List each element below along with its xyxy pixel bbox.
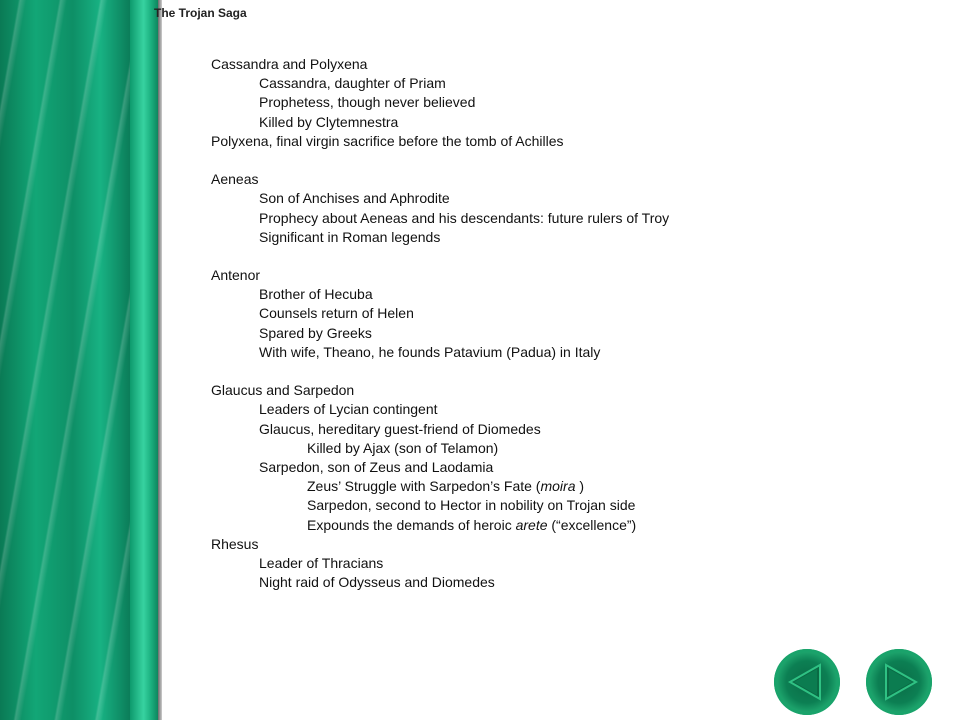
next-button[interactable] xyxy=(866,649,932,715)
outline-item: Leaders of Lycian contingent xyxy=(259,401,438,418)
green-bar xyxy=(130,0,160,720)
outline-heading: Glaucus and Sarpedon xyxy=(211,382,355,399)
outline-item: Significant in Roman legends xyxy=(259,228,441,245)
outline-spacer xyxy=(211,247,931,266)
sidebar-shadow xyxy=(158,0,162,720)
text-run: Zeus’ Struggle with Sarpedon’s Fate ( xyxy=(307,478,541,495)
outline-item: Spared by Greeks xyxy=(259,324,372,341)
italic-term: arete xyxy=(515,516,548,533)
text-run: (“excellence”) xyxy=(547,516,637,533)
outline-spacer xyxy=(211,151,931,170)
outline-item: Leader of Thracians xyxy=(259,554,384,571)
outline-item: Killed by Clytemnestra xyxy=(259,113,399,130)
outline-item: Prophetess, though never believed xyxy=(259,94,476,111)
text-run: ) xyxy=(575,478,585,495)
outline-heading: Rhesus xyxy=(211,535,259,552)
outline-item: Son of Anchises and Aphrodite xyxy=(259,190,450,207)
outline-spacer xyxy=(211,362,931,381)
slide-title: The Trojan Saga xyxy=(154,6,247,20)
outline-item: With wife, Theano, he founds Patavium (Padua) in Italy xyxy=(259,343,601,360)
text-run: Expounds the demands of heroic xyxy=(307,516,516,533)
triangle-right-icon xyxy=(866,649,932,715)
outline-item: Counsels return of Helen xyxy=(259,305,414,322)
outline-heading: Polyxena, final virgin sacrifice before the tomb of Achilles xyxy=(211,132,564,149)
outline-item: Killed by Ajax (son of Telamon) xyxy=(307,439,499,456)
outline-heading: Antenor xyxy=(211,267,261,284)
outline-item: Cassandra, daughter of Priam xyxy=(259,75,446,92)
outline-item: Glaucus, hereditary guest-friend of Diomedes xyxy=(259,420,541,437)
outline-heading: Aeneas xyxy=(211,171,259,188)
decorative-sidebar xyxy=(0,0,162,720)
italic-term: moira xyxy=(540,478,576,495)
slide-outline xyxy=(211,55,931,592)
outline-item: Sarpedon, son of Zeus and Laodamia xyxy=(259,458,494,475)
outline-item: Prophecy about Aeneas and his descendants: future rulers of Troy xyxy=(259,209,670,226)
striped-panel xyxy=(0,0,130,720)
outline-heading: Cassandra and Polyxena xyxy=(211,56,368,72)
outline-item xyxy=(211,477,931,496)
outline-item: Sarpedon, second to Hector in nobility on Trojan side xyxy=(307,497,636,514)
back-button[interactable] xyxy=(774,649,840,715)
outline-item: Brother of Hecuba xyxy=(259,286,373,303)
outline-item xyxy=(211,516,931,535)
outline-item: Night raid of Odysseus and Diomedes xyxy=(259,574,495,591)
triangle-left-icon xyxy=(774,649,840,715)
